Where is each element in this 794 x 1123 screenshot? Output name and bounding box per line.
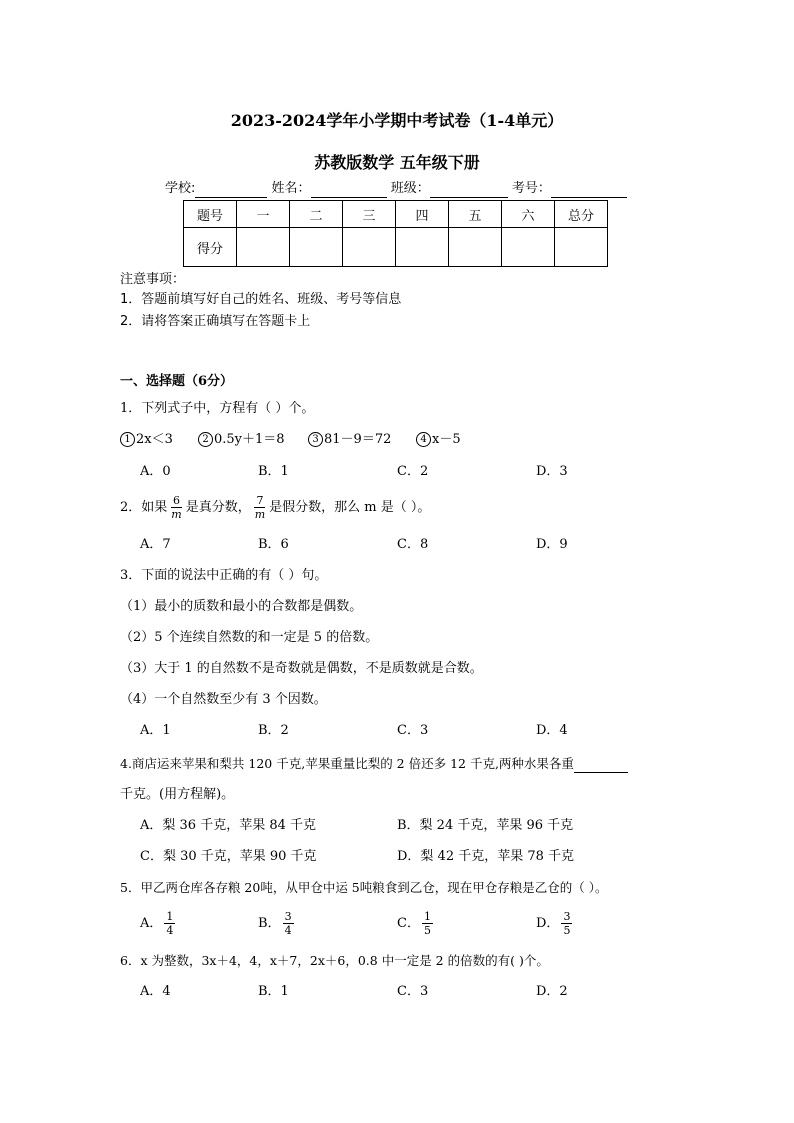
q3-statement: （4）一个自然数至少有 3 个因数。 <box>120 692 327 707</box>
exam-title: 2023-2024学年小学期中考试卷（1-4单元） <box>230 111 564 130</box>
header-cell: 六 <box>502 201 555 228</box>
q4-option-a[interactable]: A．梨 36 千克，苹果 84 千克 <box>140 818 317 833</box>
q2-option-b[interactable]: B．6 <box>258 537 289 552</box>
q1-item: 2 0.5y＋1＝8 <box>198 431 285 449</box>
score-cell[interactable] <box>343 228 396 267</box>
circled-number-icon: 1 <box>120 432 135 447</box>
fraction: $\frac{6}{m}$ <box>171 494 182 521</box>
q5-option-b[interactable]: B． $\frac{3}{4}$ <box>258 910 292 937</box>
header-cell: 四 <box>396 201 449 228</box>
q5-option-a[interactable]: A． $\frac{1}{4}$ <box>140 910 174 937</box>
question-5-stem: 5．甲乙两仓库各存粮 20吨，从甲仓中运 5吨粮食到乙仓，现在甲仓存粮是乙仓的（ ）。 <box>120 880 608 895</box>
score-cell[interactable] <box>449 228 502 267</box>
header-cell: 题号 <box>184 201 237 228</box>
score-cell[interactable] <box>237 228 290 267</box>
fraction: $\frac{3}{4}$ <box>284 910 292 937</box>
q3-statement: （2）5 个连续自然数的和一定是 5 的倍数。 <box>120 630 379 645</box>
circled-number-icon: 2 <box>198 432 213 447</box>
section-title: 一、选择题（6分） <box>120 374 234 389</box>
student-info-row <box>165 180 627 198</box>
q2-option-c[interactable]: C．8 <box>397 537 429 552</box>
fraction: $\frac{1}{5}$ <box>423 910 431 937</box>
q5-option-d[interactable]: D． $\frac{3}{5}$ <box>536 910 571 937</box>
header-cell: 三 <box>343 201 396 228</box>
q1-option-a[interactable]: A．0 <box>140 464 171 479</box>
fraction: $\frac{3}{5}$ <box>563 910 571 937</box>
q1-item: 3 81－9＝72 <box>308 431 391 449</box>
header-cell: 二 <box>290 201 343 228</box>
class-field[interactable] <box>430 183 508 198</box>
q4-answer-blank[interactable] <box>574 758 628 773</box>
header-cell: 一 <box>237 201 290 228</box>
q6-option-a[interactable]: A．4 <box>140 984 171 999</box>
question-3-stem: 3．下面的说法中正确的有（ ）句。 <box>120 568 328 583</box>
q4-option-d[interactable]: D．梨 42 千克，苹果 78 千克 <box>397 849 575 864</box>
q6-option-d[interactable]: D．2 <box>536 984 568 999</box>
score-table-score-row <box>184 228 608 267</box>
q4-option-c[interactable]: C．梨 30 千克，苹果 90 千克 <box>140 849 317 864</box>
q2-option-d[interactable]: D．9 <box>536 537 568 552</box>
score-cell[interactable] <box>555 228 608 267</box>
exam-subtitle: 苏教版数学 五年级下册 <box>314 153 480 172</box>
q1-item: 4 x－5 <box>416 431 461 449</box>
q6-option-b[interactable]: B．1 <box>258 984 289 999</box>
class-label: 班级： <box>390 181 430 196</box>
exam-no-label: 考号： <box>511 181 551 196</box>
q1-item: 1 2x＜3 <box>120 431 173 449</box>
q3-option-c[interactable]: C．3 <box>397 723 429 738</box>
q3-option-a[interactable]: A．1 <box>140 723 171 738</box>
score-table-header-row <box>184 201 608 228</box>
score-table <box>183 200 608 267</box>
q3-statement: （1）最小的质数和最小的合数都是偶数。 <box>120 599 363 614</box>
q3-statement: （3）大于 1 的自然数不是奇数就是偶数，不是质数就是合数。 <box>120 661 483 676</box>
q1-option-b[interactable]: B．1 <box>258 464 289 479</box>
score-cell[interactable] <box>290 228 343 267</box>
note-item: 1．答题前填写好自己的姓名、班级、考号等信息 <box>120 292 402 307</box>
q3-option-b[interactable]: B．2 <box>258 723 289 738</box>
header-cell: 五 <box>449 201 502 228</box>
notes-title: 注意事项： <box>120 272 186 287</box>
note-item: 2．请将答案正确填写在答题卡上 <box>120 314 311 329</box>
circled-number-icon: 4 <box>416 432 431 447</box>
fraction: $\frac{1}{4}$ <box>166 910 174 937</box>
school-label: 学校: <box>165 181 196 196</box>
question-1-stem: 1．下列式子中，方程有（ ）个。 <box>120 401 315 416</box>
q3-option-d[interactable]: D．4 <box>536 723 568 738</box>
fraction: $\frac{7}{m}$ <box>254 494 266 521</box>
q5-option-c[interactable]: C． $\frac{1}{5}$ <box>397 910 431 937</box>
q6-option-c[interactable]: C．3 <box>397 984 429 999</box>
q4-option-b[interactable]: B．梨 24 千克，苹果 96 千克 <box>397 818 574 833</box>
school-field[interactable] <box>195 183 267 198</box>
name-field[interactable] <box>311 183 387 198</box>
score-cell[interactable] <box>502 228 555 267</box>
question-4-stem-cont: 千克。(用方程解)。 <box>120 787 235 802</box>
q1-option-d[interactable]: D．3 <box>536 464 568 479</box>
name-label: 姓名： <box>271 181 311 196</box>
question-4-stem: 4.商店运来苹果和梨共 120 千克,苹果重量比梨的 2 倍还多 12 千克,两种水果各重 <box>120 755 628 773</box>
exam-no-field[interactable] <box>551 183 627 198</box>
score-cell[interactable] <box>396 228 449 267</box>
q2-option-a[interactable]: A．7 <box>140 537 171 552</box>
q1-option-c[interactable]: C．2 <box>397 464 429 479</box>
score-row-label: 得分 <box>184 228 237 267</box>
question-2-stem: 2．如果 $\frac{6}{m}$ 是真分数， $\frac{7}{m}$ 是假分数，那么 m 是（ ）。 <box>120 494 431 521</box>
header-cell: 总分 <box>555 201 608 228</box>
circled-number-icon: 3 <box>308 432 323 447</box>
question-6-stem: 6．x 为整数，3x＋4，4，x＋7，2x＋6，0.8 中一定是 2 的倍数的有( )个。 <box>120 953 549 968</box>
